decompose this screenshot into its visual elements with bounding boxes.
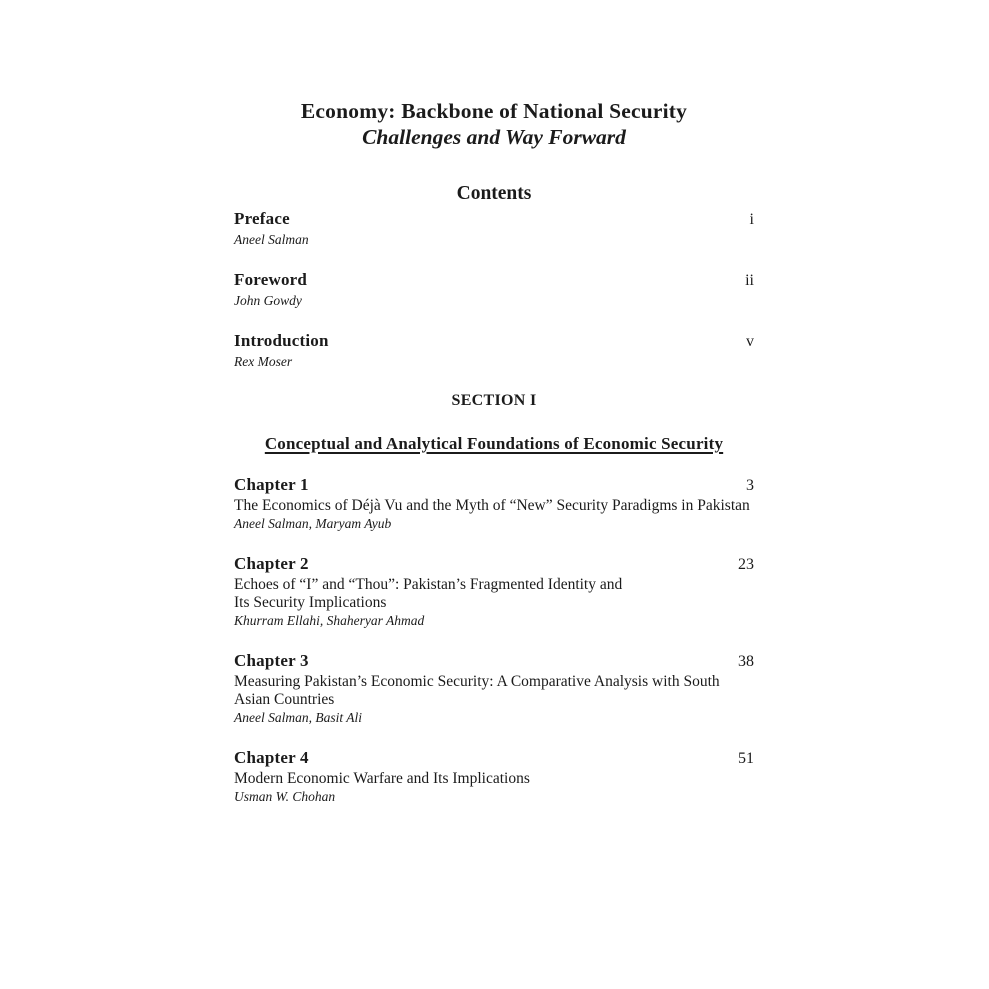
entry-page-number: i bbox=[749, 211, 754, 228]
section-label: SECTION I bbox=[451, 392, 537, 409]
chapter-title: Chapter 3 bbox=[234, 651, 309, 670]
front-matter-entry-preface bbox=[234, 208, 754, 249]
front-matter-list bbox=[234, 208, 754, 371]
entry-authors: Rex Moser bbox=[234, 354, 293, 369]
chapter-authors: Aneel Salman, Maryam Ayub bbox=[234, 516, 392, 531]
entry-row bbox=[234, 553, 754, 576]
chapter-title: Chapter 2 bbox=[234, 554, 309, 573]
entry-authors: Aneel Salman bbox=[234, 232, 309, 247]
chapter-description-line: Echoes of “I” and “Thou”: Pakistan’s Fragmented Identity and bbox=[234, 576, 623, 593]
entry-title: Foreword bbox=[234, 270, 308, 289]
book-subtitle: Challenges and Way Forward bbox=[362, 125, 626, 149]
book-title: Economy: Backbone of National Security bbox=[300, 99, 688, 123]
entry-row bbox=[234, 269, 754, 292]
front-matter-entry-foreword bbox=[234, 269, 754, 310]
chapter-page-number: 3 bbox=[746, 477, 754, 494]
chapter-description-line: Its Security Implications bbox=[234, 594, 387, 611]
chapter-title: Chapter 1 bbox=[234, 475, 309, 494]
chapter-entry-2 bbox=[234, 553, 754, 630]
chapter-authors: Usman W. Chohan bbox=[234, 789, 336, 804]
entry-row bbox=[234, 330, 754, 353]
contents-heading: Contents bbox=[456, 183, 532, 204]
front-matter-entry-introduction bbox=[234, 330, 754, 371]
entry-row bbox=[234, 208, 754, 231]
entry-title: Preface bbox=[234, 209, 290, 228]
entry-title: Introduction bbox=[234, 331, 329, 350]
entry-row bbox=[234, 474, 754, 497]
entry-row bbox=[234, 650, 754, 673]
entry-authors: John Gowdy bbox=[234, 293, 302, 308]
chapter-description-line: Asian Countries bbox=[234, 691, 335, 708]
chapter-title: Chapter 4 bbox=[234, 748, 309, 767]
chapter-entry-4 bbox=[234, 747, 754, 806]
entry-row bbox=[234, 747, 754, 770]
chapter-page-number: 38 bbox=[738, 653, 754, 670]
chapter-authors: Aneel Salman, Basit Ali bbox=[234, 710, 362, 725]
chapter-page-number: 51 bbox=[738, 750, 754, 767]
chapter-description-line: The Economics of Déjà Vu and the Myth of “New” Security Paradigms in Pakistan bbox=[234, 497, 750, 514]
chapter-list bbox=[234, 474, 754, 806]
chapter-page-number: 23 bbox=[738, 556, 754, 573]
chapter-authors: Khurram Ellahi, Shaheryar Ahmad bbox=[234, 613, 425, 628]
chapter-entry-3 bbox=[234, 650, 754, 727]
toc-content bbox=[234, 0, 754, 826]
entry-page-number: ii bbox=[745, 272, 754, 289]
chapter-description-line: Measuring Pakistan’s Economic Security: A Comparative Analysis with South bbox=[234, 673, 720, 690]
chapter-entry-1 bbox=[234, 474, 754, 533]
chapter-description-line: Modern Economic Warfare and Its Implications bbox=[234, 770, 530, 787]
entry-page-number: v bbox=[746, 333, 754, 350]
section-title: Conceptual and Analytical Foundations of Economic Security bbox=[264, 434, 724, 453]
